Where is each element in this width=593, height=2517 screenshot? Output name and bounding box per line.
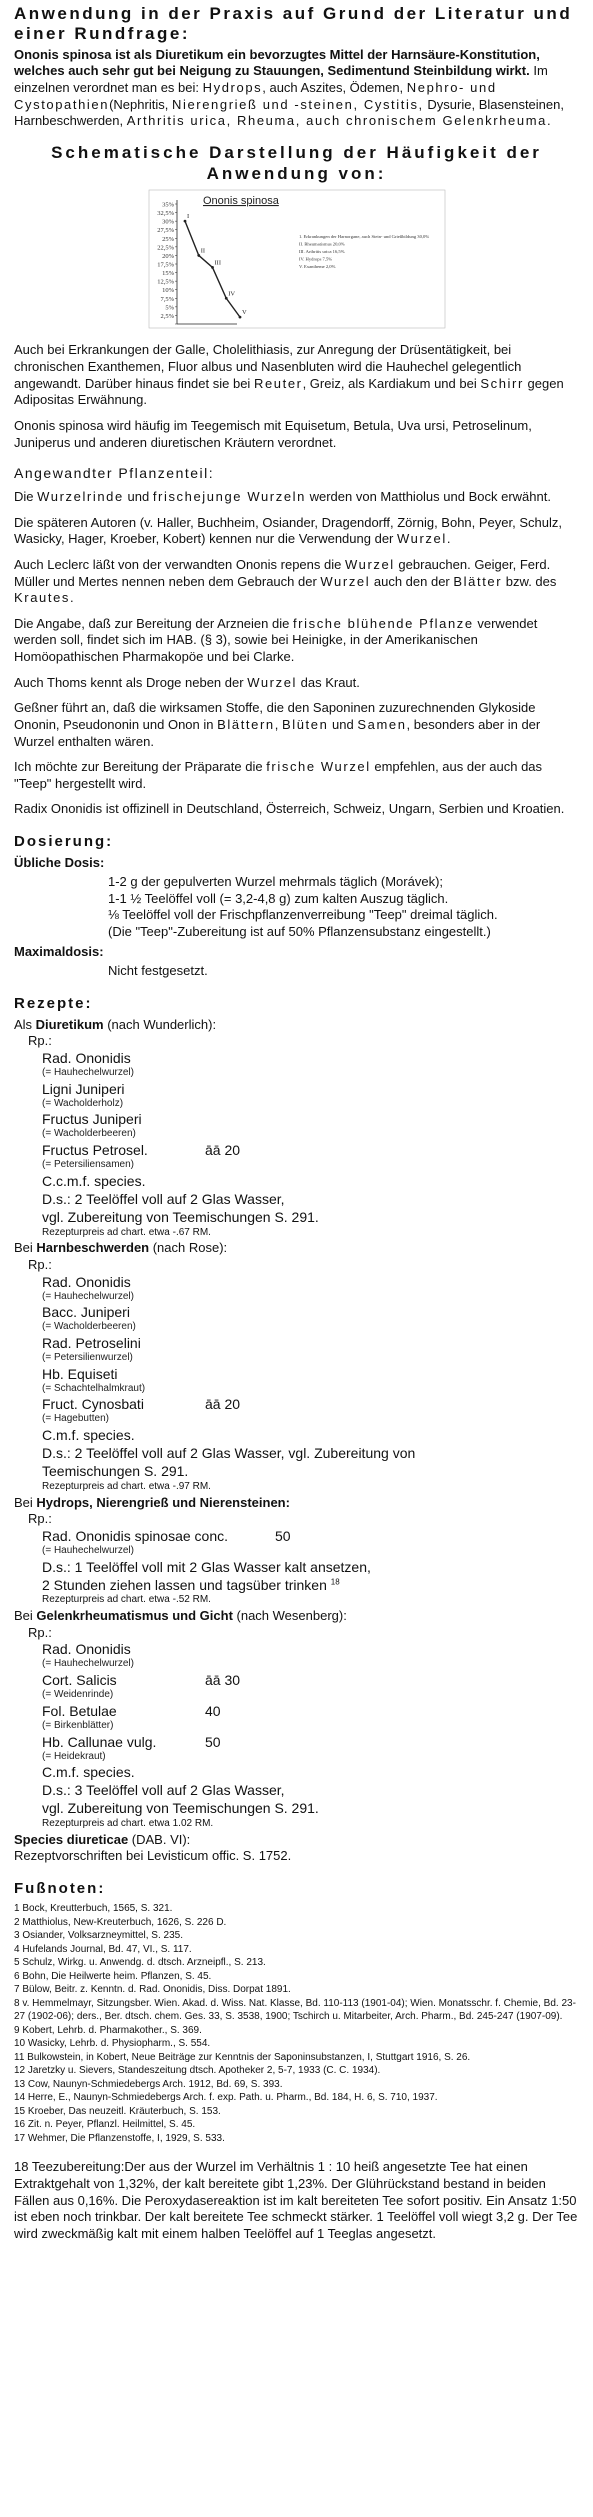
ingredient-name: Hb. Equiseti: [42, 1365, 118, 1382]
ingredient-note: (= Schachtelhalmkraut): [42, 1382, 146, 1394]
recipe-heading: Bei Hydrops, Nierengrieß und Nierensteinen:: [14, 1494, 290, 1510]
section-dosierung: Dosierung:: [14, 833, 114, 851]
recipe-instruction: Teemischungen S. 291.: [42, 1462, 189, 1479]
recipe-ingredient: [42, 1703, 579, 1733]
chart-point: [238, 316, 241, 319]
footnote-item: 6 Bohn, Die Heilwerte heim. Pflanzen, S. 45.: [14, 1970, 212, 1982]
ingredient-name: Fol. Betulae: [42, 1702, 117, 1719]
chart-y-tick-label: 32,5%: [156, 210, 174, 218]
ingredient-name: Fructus Petrosel.: [42, 1142, 148, 1159]
ingredient-amount: 40: [205, 1702, 221, 1719]
chart-legend-entry: 1. Erkrankungen der Harnorgane, auch Stein- und Grießbildung 30,0%: [298, 234, 429, 240]
recipe-ingredient: [42, 1142, 579, 1172]
paragraph-leclerc: Auch Leclerc läßt von der verwandten Ononis repens die Wurzel gebrauchen. Geiger, Ferd. Müller und Mertes nennen neben dem Gebrauch der Wurzel auch den der Blätter bzw. des Krautes.: [14, 556, 557, 606]
chart-legend-entry: III. Arthritis urica 16,5%: [298, 249, 345, 255]
frequency-chart: [147, 188, 447, 330]
ingredient-amount: āā 30: [205, 1672, 241, 1689]
intro-bold: Ononis spinosa ist als Diuretikum ein bevorzugtes Mittel der Harnsäure-Konstitution, welches auch sehr gut bei Neigung zu Stauungen, Sedimentund Steinbildung wirkt.: [14, 46, 540, 79]
recipe-ingredient: [42, 1050, 579, 1080]
ingredient-name: C.m.f. species.: [42, 1427, 135, 1444]
ingredient-note: (= Weidenrinde): [42, 1689, 114, 1701]
chart-frame: [149, 190, 445, 328]
ingredient-amount: 50: [275, 1527, 291, 1544]
ingredient-note: (= Petersiliensamen): [42, 1159, 134, 1171]
footnote-item: 3 Osiander, Volksarzneymittel, S. 235.: [14, 1930, 183, 1942]
chart-point: [183, 220, 186, 223]
section-rezepte: Rezepte:: [14, 994, 93, 1012]
chart-point-label: III: [214, 259, 221, 267]
recipe-instruction: D.s.: 1 Teelöffel voll mit 2 Glas Wasser kalt ansetzen,: [42, 1558, 371, 1575]
recipe-instruction: 2 Stunden ziehen lassen und tagsüber trinken $^{18}$: [42, 1576, 340, 1593]
chart-legend-entry: IV. Hydrops 7,5%: [298, 256, 332, 262]
ingredient-note: (= Hagebutten): [42, 1413, 109, 1425]
recipe-heading: Bei Harnbeschwerden (nach Rose):: [14, 1240, 228, 1256]
recipe-ingredient: [42, 1274, 579, 1304]
footnote-18-text: 18 Teezubereitung:Der aus der Wurzel im Verhältnis 1 : 10 heiß angesetzte Tee hat einen Extraktgehalt von 1,32%, der kalt bereitete gibt 1,23%. Der Glührückstand bestand in beiden Fällen aus 0,16%. Die Peroxydasereaktion ist im kalt bereiteten Tee sofort positiv. Ein Ansatz 1:50 ist eben noch trinkbar. Der kalt bereitete Tee schmeckt stärker. 1 Teelöffel voll wiegt 3,2 g. Der Tee wird zweckmäßig kalt mit einem halben Teelöffel auf 1 Teeglas angesetzt.: [14, 2159, 578, 2241]
footnote-item: 17 Wehmer, Die Pflanzenstoffe, I, 1929, S. 533.: [14, 2132, 225, 2144]
ingredient-note: (= Wacholderbeeren): [42, 1321, 136, 1333]
chart-point-label: II: [200, 247, 205, 255]
paragraph-radix: Radix Ononidis ist offizinell in Deutschland, Österreich, Schweiz, Ungarn, Serbien und Kroatien.: [14, 801, 565, 817]
recipe-price: Rezepturpreis ad chart. etwa -.67 RM.: [42, 1226, 211, 1238]
footnote-item: 4 Hufelands Journal, Bd. 47, VI., S. 117.: [14, 1943, 192, 1955]
paragraph-wurzelrinde: Die Wurzelrinde und frischejunge Wurzeln werden von Matthiolus und Bock erwähnt.: [14, 489, 551, 505]
chart-y-tick-label: 27,5%: [156, 227, 174, 235]
ingredient-note: (= Wacholderholz): [42, 1097, 124, 1109]
ingredient-amount: āā 20: [205, 1142, 241, 1159]
paragraph-empfehlung: Ich möchte zur Bereitung der Präparate die frische Wurzel empfehlen, aus der auch das "Teep" hergestellt wird.: [14, 759, 543, 791]
chart-point: [224, 297, 227, 300]
recipe-ingredient: [42, 1734, 579, 1764]
dose-label-usual: Übliche Dosis:: [14, 855, 105, 871]
recipe-block: [28, 1511, 579, 1607]
footnote-item: 2 Matthiolus, New-Kreuterbuch, 1626, S. 226 D.: [14, 1916, 227, 1928]
ingredient-name: Ligni Juniperi: [42, 1080, 125, 1097]
recipe-ingredient: [42, 1304, 579, 1334]
chart-point-label: I: [186, 213, 189, 221]
recipe-rp-label: Rp.:: [28, 1511, 52, 1527]
paragraph-teegemisch: Ononis spinosa wird häufig im Teegemisch mit Equisetum, Betula, Uva ursi, Petroselinum, Juniperus und anderen diuretischen Kräutern verordnet.: [14, 417, 532, 450]
recipe-rp-label: Rp.:: [28, 1033, 52, 1049]
ingredient-name: Cort. Salicis: [42, 1672, 117, 1689]
recipe-price: Rezepturpreis ad chart. etwa 1.02 RM.: [42, 1818, 214, 1830]
footnote-item: 16 Zit. n. Peyer, Pflanzl. Heilmittel, S. 45.: [14, 2119, 196, 2131]
footnote-item: 1 Bock, Kreutterbuch, 1565, S. 321.: [14, 1903, 173, 1915]
recipe-list: [14, 1017, 579, 1865]
chart-point-label: IV: [227, 290, 235, 298]
chart-legend-entry: V. Exantheme 2,0%: [298, 264, 335, 270]
paragraph-gessner: Geßner führt an, daß die wirksamen Stoffe, die den Saponinen zuzurechnenden Glykoside Ononin, Pseudononin und Onon in Blättern, Blüten und Samen, besonders aber in der Wurzel enthalten wären.: [14, 700, 541, 749]
chart-title: Ononis spinosa: [202, 195, 279, 208]
dose-max-value: Nicht festgesetzt.: [108, 963, 208, 978]
recipe-ingredient: [42, 1081, 579, 1111]
chart-y-tick-label: 20%: [161, 253, 174, 261]
ingredient-note: (= Wacholderbeeren): [42, 1128, 136, 1140]
ingredient-note: (= Hauhechelwurzel): [42, 1066, 134, 1078]
recipe-rp-label: Rp.:: [28, 1257, 52, 1273]
ingredient-name: Rad. Ononidis: [42, 1050, 131, 1067]
recipe-ingredient: [42, 1528, 579, 1558]
section-plant-part: Angewandter Pflanzenteil:: [14, 465, 215, 482]
chart-y-tick-label: 15%: [161, 270, 174, 278]
recipe-heading: Bei Gelenkrheumatismus und Gicht (nach Wesenberg):: [14, 1608, 347, 1624]
ingredient-name: C.m.f. species.: [42, 1764, 135, 1781]
dose-label-max: Maximaldosis:: [14, 944, 104, 960]
recipe-instruction: vgl. Zubereitung von Teemischungen S. 291.: [42, 1800, 319, 1817]
chart-point-label: V: [241, 309, 247, 317]
paragraph-angabe: Die Angabe, daß zur Bereitung der Arzneien die frische blühende Pflanze verwendet werden soll, findet sich im HAB. (§ 3), sowie bei Heinigke, in der Amerikanischen Homöopathischen Pharmakopöe und bei Clarke.: [14, 615, 538, 665]
ingredient-name: Fruct. Cynosbati: [42, 1396, 144, 1413]
chart-point: [197, 254, 200, 257]
ingredient-note: (= Hauhechelwurzel): [42, 1290, 134, 1302]
chart-y-tick-label: 5%: [164, 304, 174, 312]
recipe-instruction: D.s.: 2 Teelöffel voll auf 2 Glas Wasser, vgl. Zubereitung von: [42, 1445, 416, 1462]
ingredient-name: Rad. Ononidis: [42, 1641, 131, 1658]
ingredient-note: (= Heidekraut): [42, 1750, 106, 1762]
chart-y-tick-label: 10%: [161, 287, 174, 295]
ingredient-amount: 50: [205, 1733, 221, 1750]
recipe-ingredient: [42, 1173, 579, 1191]
recipe-price: Rezepturpreis ad chart. etwa -.97 RM.: [42, 1480, 211, 1492]
paragraph-galle: Auch bei Erkrankungen der Galle, Cholelithiasis, zur Anregung der Drüsentätigkeit, bei chronischen Exanthemen, Fluor albus und Nasenbluten wird die Hauhechel gelegentlich angewandt. Darüber hinaus findet sie bei Reuter, Greiz, als Kardiakum und bei Schirr gegen Adipositas Erwähnung.: [14, 342, 564, 408]
paragraph-thomas: Auch Thoms kennt als Droge neben der Wurzel das Kraut.: [14, 674, 360, 690]
recipe-ingredient: [42, 1366, 579, 1396]
ingredient-name: C.c.m.f. species.: [42, 1172, 146, 1189]
chart-y-tick-label: 7,5%: [159, 296, 174, 304]
ingredient-name: Hb. Callunae vulg.: [42, 1733, 157, 1750]
intro-paragraph: Ononis spinosa ist als Diuretikum ein bevorzugtes Mittel der Harnsäure-Konstitution, welches auch sehr gut bei Neigung zu Stauungen, Sedimentund Steinbildung wirkt. Im einzelnen verordnet man es bei: Hydrops, auch Aszites, Ödemen, Nephro- und Cystopathien(Nephritis, Nierengrieß und -steinen, Cystitis, Dysurie, Blasensteinen, Harnbeschwerden, Arthritis urica, Rheuma, auch chronischem Gelenkrheuma.: [14, 46, 564, 129]
recipe-ingredient: [42, 1764, 579, 1782]
recipe-ingredient: [42, 1427, 579, 1445]
ingredient-name: Rad. Ononidis spinosae conc.: [42, 1527, 228, 1544]
recipe-ingredient: [42, 1672, 579, 1702]
paragraph-autoren: Die späteren Autoren (v. Haller, Buchheim, Osiander, Dragendorff, Zörnig, Bohn, Peyer, Schulz, Wasicky, Hager, Kroeber, Kobert) kennen nur die Verwendung der Wurzel.: [14, 514, 562, 547]
recipe-instruction: D.s.: 2 Teelöffel voll auf 2 Glas Wasser,: [42, 1190, 285, 1207]
chart-y-tick-label: 17,5%: [156, 261, 174, 269]
chart-y-tick-label: 30%: [161, 219, 174, 227]
chart-y-tick-label: 12,5%: [156, 279, 174, 287]
recipe-rp-label: Rp.:: [28, 1624, 52, 1640]
page-heading: Anwendung in der Praxis auf Grund der Literatur und einer Rundfrage:: [14, 4, 573, 44]
recipe-heading: Als Diuretikum (nach Wunderlich):: [14, 1016, 217, 1032]
chart-y-tick-label: 35%: [161, 201, 174, 209]
footnote-item: 12 Jaretzky u. Sievers, Standeszeitung dtsch. Apotheker 2, 5-7, 1933 (C. C. 1934).: [14, 2065, 381, 2077]
ingredient-amount: āā 20: [205, 1396, 241, 1413]
recipe-ingredient: [42, 1111, 579, 1141]
recipe-instruction: vgl. Zubereitung von Teemischungen S. 291.: [42, 1208, 319, 1225]
ingredient-name: Bacc. Juniperi: [42, 1304, 130, 1321]
recipe-ingredient: [42, 1335, 579, 1365]
chart-section-title: Schematische Darstellung der Häufigkeit der Anwendung von:: [51, 142, 542, 184]
recipe-price: Rezepturpreis ad chart. etwa -.52 RM.: [42, 1594, 211, 1606]
footnote-list: [14, 1902, 579, 2145]
recipe-ingredient: [42, 1641, 579, 1671]
footnote-item: 10 Wasicky, Lehrb. d. Physiopharm., S. 554.: [14, 2038, 211, 2050]
recipe-block: [28, 1625, 579, 1831]
footnote-item: 5 Schulz, Wirkg. u. Anwendg. d. dtsch. Arzneipfl., S. 213.: [14, 1957, 266, 1969]
chart-y-tick-label: 22,5%: [156, 244, 174, 252]
footnote-item: 9 Kobert, Lehrb. d. Pharmakother., S. 369.: [14, 2024, 202, 2036]
ingredient-name: Rad. Ononidis: [42, 1273, 131, 1290]
chart-y-tick-label: 2,5%: [159, 313, 174, 321]
section-footnotes: Fußnoten:: [14, 1880, 106, 1898]
recipe-instruction: D.s.: 3 Teelöffel voll auf 2 Glas Wasser,: [42, 1782, 285, 1799]
ingredient-note: (= Birkenblätter): [42, 1719, 114, 1731]
ingredient-name: Fructus Juniperi: [42, 1111, 142, 1128]
dose-usual-value: 1-2 g der gepulverten Wurzel mehrmals täglich (Morávek); 1-1 ½ Teelöffel voll (= 3,2-4,8 g) zum kalten Auszug täglich. ⅛ Teelöffel voll der Frischpflanzenverreibung "Teep" dreimal täglich. (Die "Teep"-Zubereitung ist auf 50% Pflanzensubstanz eingestellt.): [108, 873, 498, 939]
footnote-item: 13 Cow, Naunyn-Schmiedebergs Arch. 1912, Bd. 69, S. 393.: [14, 2078, 283, 2090]
footnote-item: 8 v. Hemmelmayr, Sitzungsber. Wien. Akad. d. Wiss. Nat. Klasse, Bd. 110-113 (1901-04); Wien. Monatsschr. f. Chemie, Bd. 23-27 (1902-06); ders., Ber. dtsch. chem. Ges. 33, S. 3538, 1900; Tschirch u. Mitarbeiter, Arch. Pharm., Bd. 245-247 (1907-09).: [14, 1997, 576, 2023]
ingredient-name: Rad. Petroselini: [42, 1335, 141, 1352]
chart-series-line: [185, 222, 240, 318]
ingredient-note: (= Petersilienwurzel): [42, 1351, 133, 1363]
species-diureticae: Species diureticae (DAB. VI):: [14, 1831, 191, 1847]
footnote-item: 15 Kroeber, Das neuzeitl. Kräuterbuch, S. 153.: [14, 2105, 221, 2117]
ingredient-note: (= Hauhechelwurzel): [42, 1658, 134, 1670]
recipe-block: [28, 1033, 579, 1239]
recipe-ingredient: [42, 1396, 579, 1426]
footnote-item: 11 Bulkowstein, in Kobert, Neue Beiträge zur Kenntnis der Saponinsubstanzen, I, Stuttgart 1916, S. 26.: [14, 2051, 471, 2063]
chart-legend-entry: II. Rheumatismus 20,0%: [298, 241, 345, 247]
footnote-item: 7 Bülow, Beitr. z. Kenntn. d. Rad. Ononidis, Diss. Dorpat 1891.: [14, 1984, 291, 1996]
footnote-ref: 18: [330, 1576, 340, 1586]
footnote-item: 14 Herre, E., Naunyn-Schmiedebergs Arch. f. exp. Path. u. Pharm., Bd. 184, H. 6, S. 710, 1937.: [14, 2092, 438, 2104]
chart-y-tick-label: 25%: [161, 236, 174, 244]
ingredient-note: (= Hauhechelwurzel): [42, 1544, 134, 1556]
species-reference: Rezeptvorschriften bei Levisticum offic. S. 1752.: [14, 1848, 292, 1864]
recipe-block: [28, 1257, 579, 1494]
chart-point: [211, 266, 214, 269]
